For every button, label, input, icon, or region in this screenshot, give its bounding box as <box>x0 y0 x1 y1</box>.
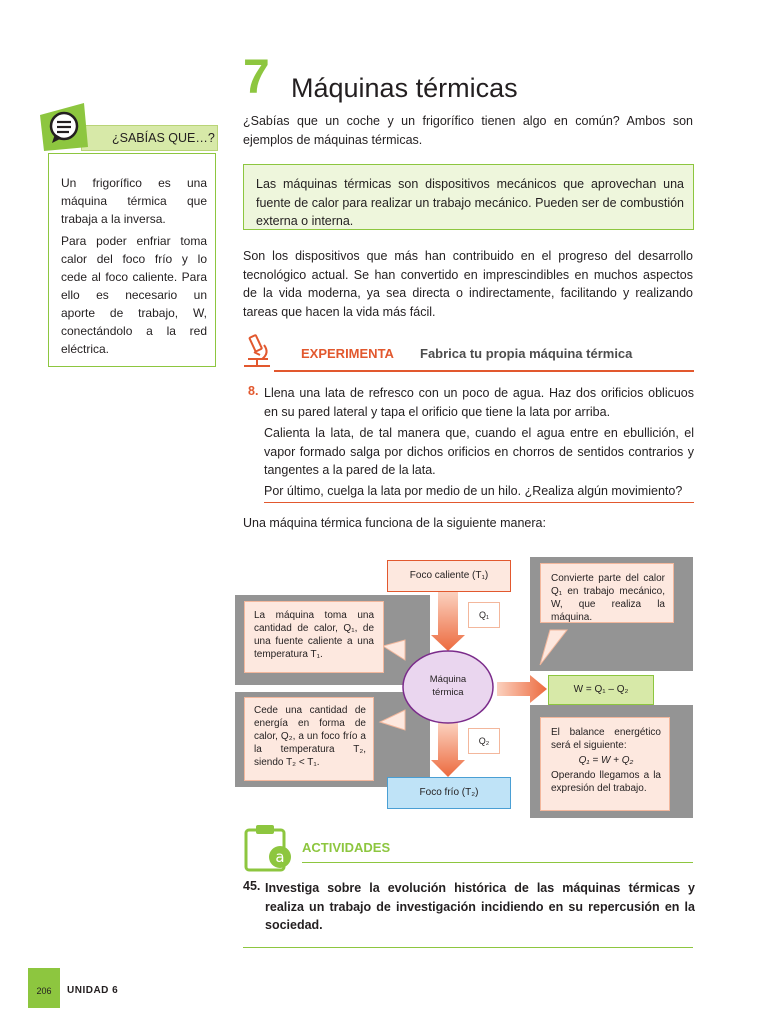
machine-label <box>403 673 493 699</box>
sidebar-line: ello es necesario un <box>61 288 207 302</box>
page-number: 206 <box>36 986 52 996</box>
q2-label: Q₂ <box>468 728 500 754</box>
machine-label-line: Máquina <box>429 674 467 685</box>
experiment-number: 8. <box>248 384 259 398</box>
microscope-icon <box>240 333 274 369</box>
note-work-conversion-text: Convierte parte del calor Q₁ en trabajo mecánico, W, que realiza la máquina. <box>551 573 665 623</box>
activities-label: ACTIVIDADES <box>302 840 391 855</box>
unit-label: UNIDAD 6 <box>67 985 119 996</box>
definition-box <box>243 164 694 230</box>
experiment-divider <box>274 370 694 372</box>
activities-divider <box>302 862 693 863</box>
experiment-bottom-divider <box>264 502 694 503</box>
activity-number: 45. <box>243 879 261 893</box>
note-heat-release-text: Cede una cantidad de energía en forma de calor, Q₂, a un foco frío a la temperatura T₂, siendo T₂ < T₁. <box>254 705 366 768</box>
activities-bottom-divider <box>243 947 693 948</box>
section-number: 7 <box>243 51 270 104</box>
body-paragraph: Son los dispositivos que más han contribuido en el progreso del desarrollo tecnológico actual. Se han convertido en imprescindibles en muchos aspectos de la vida moderna, ya sea directa o indirectamente, facilitando y realizando tareas que hacen la vida más fácil. <box>243 249 693 319</box>
experiment-label: EXPERIMENTA <box>301 346 394 361</box>
note-heat-intake <box>244 601 384 673</box>
experiment-step-3: Por último, cuelga la lata por medio de un hilo. ¿Realiza algún movimiento? <box>264 484 683 498</box>
note-heat-intake-text: La máquina toma una cantidad de calor, Q₁, de una fuente caliente a una temperatura T₁. <box>254 610 374 660</box>
sidebar-paragraph-1: Un frigorífico es una máquina térmica que trabaja a la inversa. <box>61 176 207 226</box>
sidebar-header <box>81 125 218 151</box>
note-energy-balance <box>540 717 670 811</box>
sidebar-line: aporte de trabajo, W, <box>61 306 207 320</box>
experiment-step-2: Calienta la lata, de tal manera que, cuando el agua entre en ebullición, el vapor formado salga por dichos orificios en chorros de sentidos contrarios y tangentes a la pared de la lata. <box>264 426 694 477</box>
sidebar-line: calor del foco frío y lo <box>61 252 207 266</box>
sidebar-line: Para poder enfriar toma <box>61 234 207 248</box>
definition-text: Las máquinas térmicas son dispositivos mecánicos que aprovechan una fuente de calor para realizar un trabajo mecánico. Pueden ser de combustión externa o interna. <box>256 177 684 228</box>
experiment-subtitle: Fabrica tu propia máquina térmica <box>420 346 633 361</box>
machine-label-line: térmica <box>432 687 464 698</box>
sidebar-header-label: ¿SABÍAS QUE…? <box>112 131 215 145</box>
note-energy-balance-text-2: Operando llegamos a la expresión del trabajo. <box>551 770 661 794</box>
diagram-intro: Una máquina térmica funciona de la siguiente manera: <box>243 516 546 530</box>
sidebar-line: conectándolo a la red <box>61 324 207 338</box>
cold-focus-box: Foco frío (T₂) <box>387 777 511 809</box>
q1-label: Q₁ <box>468 602 500 628</box>
hot-focus-box: Foco caliente (T₁) <box>387 560 511 592</box>
sidebar-body <box>48 153 216 367</box>
sidebar-line: cede al foco caliente. Para <box>61 270 207 284</box>
experiment-step-1: Llena una lata de refresco con un poco de agua. Haz dos orificios oblicuos en su pared lateral y tapa el orificio que tiene la lata por arriba. <box>264 386 694 419</box>
clipboard-icon <box>243 822 293 874</box>
sidebar-did-you-know <box>48 117 216 367</box>
sidebar-paragraph-2 <box>61 232 207 358</box>
sidebar-line: eléctrica. <box>61 342 110 356</box>
speech-bubble-icon <box>38 101 90 153</box>
work-formula-box: W = Q₁ – Q₂ <box>548 675 654 705</box>
note-heat-release <box>244 697 374 781</box>
activity-text: Investiga sobre la evolución histórica de las máquinas térmicas y realiza un trabajo de investigación incidiendo en su repercusión en la sociedad. <box>265 881 695 932</box>
svg-text:a: a <box>275 848 285 866</box>
note-energy-balance-equation: Q₁ = W + Q₂ <box>578 755 634 766</box>
note-work-conversion <box>540 563 674 623</box>
intro-text: ¿Sabías que un coche y un frigorífico tienen algo en común? Ambos son ejemplos de máquinas térmicas. <box>243 114 693 147</box>
heat-engine-diagram <box>235 555 695 820</box>
page-title: Máquinas térmicas <box>291 73 518 103</box>
note-energy-balance-text-1: El balance energético será el siguiente: <box>551 727 661 751</box>
